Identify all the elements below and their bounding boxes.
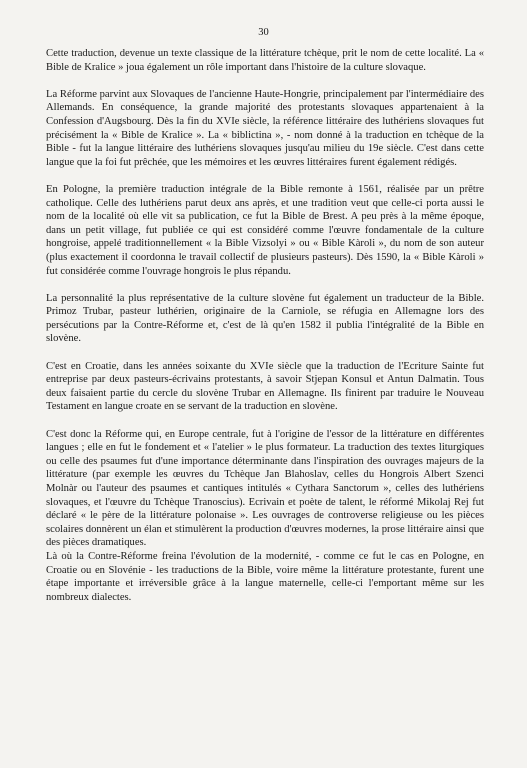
paragraph-poland-hungary: En Pologne, la première traduction intégrale de la Bible remonte à 1561, réalisée par un prêtre catholique. Celle des luthériens parut deux ans après, et une tradition veut que celle-ci porta aussi le nom de la localité où elle vit sa publication, ce fut la Bible de Brest. A peu près à la même époque, dans un petit village, fut publiée ce qui est considéré comme l'œuvre fondamentale de la culture hongroise, appelé traditionnellement « la Bible Vizsolyi » ou « Bible Kàroli », du nom de son auteur (plus exactement il coordonna le travail collectif de plusieurs pasteurs). Dès 1590, la « Bible Kàroli » fut considérée comme l'ouvrage hongrois le plus répandu. bbox=[46, 183, 484, 277]
paragraph-kralice-bible: Cette traduction, devenue un texte classique de la littérature tchèque, prit le nom de cette localité. La « Bible de Kralice » joua également un rôle important dans l'histoire de la culture slovaque. bbox=[46, 48, 484, 73]
page-body bbox=[46, 47, 484, 618]
paragraph-reform-literature: C'est donc la Réforme qui, en Europe centrale, fut à l'origine de l'essor de la littérature en différentes langues ; elle en fut le fondement et « l'atelier » le plus formateur. La traduction des textes liturgiques ou celle des psaumes fut d'une importance déterminante dans l'inspiration des ouvrages majeurs de la littérature (par exemple les œuvres du Tchèque Jan Blahoslav, celles du Hongrois Albert Szenci Molnàr ou l'auteur des psaumes et cantiques intitulés « Cythara Sanctorum », celles des luthériens slovaques, et l'œuvre du Tchèque Tranoscius). Ecrivain et poète de talent, le réformé Mikolaj Rej fut déclaré « le père de la littérature polonaise ». Les ouvrages de controverse religieuse ou les pièces scolaires donnèrent un élan et stimulèrent la production d'œuvres modernes, la prose littéraire ainsi que des pièces dramatiques. bbox=[46, 428, 484, 549]
paragraph-counter-reform: Là où la Contre-Réforme freina l'évolution de la modernité, - comme ce fut le cas en Pologne, en Croatie ou en Slovénie - les traductions de la Bible, voire même la littérature protestante, furent une étape importante et irréversible grâce à la langue maternelle, celle-ci l'emportant même sur les nombreux dialectes. bbox=[46, 550, 484, 603]
page-number: 30 bbox=[258, 27, 269, 38]
paragraph-croatia: C'est en Croatie, dans les années soixante du XVIe siècle que la traduction de l'Ecriture Sainte fut entreprise par deux pasteurs-écrivains protestants, à savoir Stjepan Konsul et Antun Dalmatin. Tous deux faisaient partie du cercle du slovène Trubar en Allemagne. Ils finirent par traduire le Nouveau Testament en langue croate en se servant de la traduction en slovène. bbox=[46, 360, 484, 413]
paragraph-reform-slovaks: La Réforme parvint aux Slovaques de l'ancienne Haute-Hongrie, principalement par l'intermédiaire des Allemands. En conséquence, la grande majorité des protestants slovaques appartenaient à la Confession d'Augsbourg. Dès la fin du XVIe siècle, la référence littéraire des luthériens slovaques fut précisément la « Bible de Kralice ». La « biblictina », - nom donné à la traduction en tchèque de la Bible - fut la langue littéraire des luthériens slovaques jusqu'au milieu du 19e siècle. C'est dans cette langue que la foi fut prêchée, que les mémoires et les œuvres littéraires furent également rédigés. bbox=[46, 88, 484, 168]
paragraph-slovene-trubar: La personnalité la plus représentative de la culture slovène fut également un traducteur de la Bible. Primoz Trubar, pasteur luthérien, originaire de la Carniole, se réfugia en Allemagne lors des persécutions par la Contre-Réforme et, c'est de là qu'en 1582 il publia l'intégralité de la Bible en slovène. bbox=[46, 292, 484, 345]
